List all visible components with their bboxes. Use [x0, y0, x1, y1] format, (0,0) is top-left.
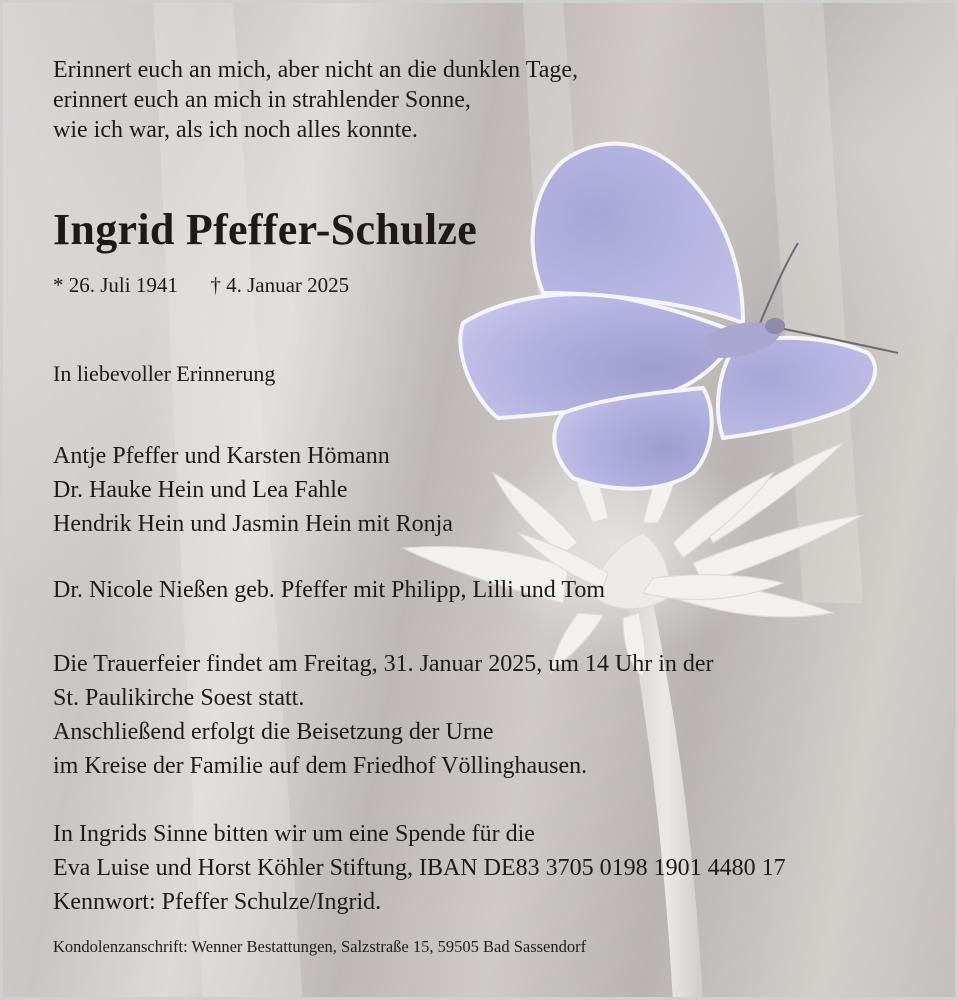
- donation-line: In Ingrids Sinne bitten wir um eine Spende für die: [53, 821, 535, 847]
- ceremony-line: Anschließend erfolgt die Beisetzung der Urne: [53, 719, 494, 745]
- ceremony-line: Die Trauerfeier findet am Freitag, 31. Januar 2025, um 14 Uhr in der: [53, 651, 714, 677]
- ceremony-info: [53, 647, 714, 783]
- poem-line: erinnert euch an mich in strahlender Sonne,: [53, 87, 471, 113]
- donation-info: [53, 817, 786, 919]
- memory-phrase: In liebevoller Erinnerung: [53, 361, 276, 386]
- mourner-line: Dr. Hauke Hein und Lea Fahle: [53, 477, 348, 503]
- mourners-list: [53, 439, 453, 541]
- mourner-line: Hendrik Hein und Jasmin Hein mit Ronja: [53, 511, 453, 537]
- poem-line: wie ich war, als ich noch alles konnte.: [53, 117, 418, 143]
- donation-line: Eva Luise und Horst Köhler Stiftung, IBAN DE83 3705 0198 1901 4480 17: [53, 855, 786, 881]
- deceased-name: Ingrid Pfeffer-Schulze: [53, 205, 478, 254]
- mourner-line-extra: Dr. Nicole Nießen geb. Pfeffer mit Philipp, Lilli und Tom: [53, 577, 606, 603]
- life-dates: [53, 271, 349, 299]
- poem-line: Erinnert euch an mich, aber nicht an die dunklen Tage,: [53, 57, 579, 83]
- ceremony-line: im Kreise der Familie auf dem Friedhof Völlinghausen.: [53, 753, 588, 779]
- poem: [53, 55, 578, 145]
- birth-date: * 26. Juli 1941: [53, 273, 178, 297]
- ceremony-line: St. Paulikirche Soest statt.: [53, 685, 305, 711]
- donation-line: Kennwort: Pfeffer Schulze/Ingrid.: [53, 889, 382, 915]
- condolence-address: Kondolenzanschrift: Wenner Bestattungen, Salzstraße 15, 59505 Bad Sassendorf: [53, 937, 587, 956]
- mourner-line: Antje Pfeffer und Karsten Hömann: [53, 443, 390, 469]
- death-date: † 4. Januar 2025: [210, 273, 350, 297]
